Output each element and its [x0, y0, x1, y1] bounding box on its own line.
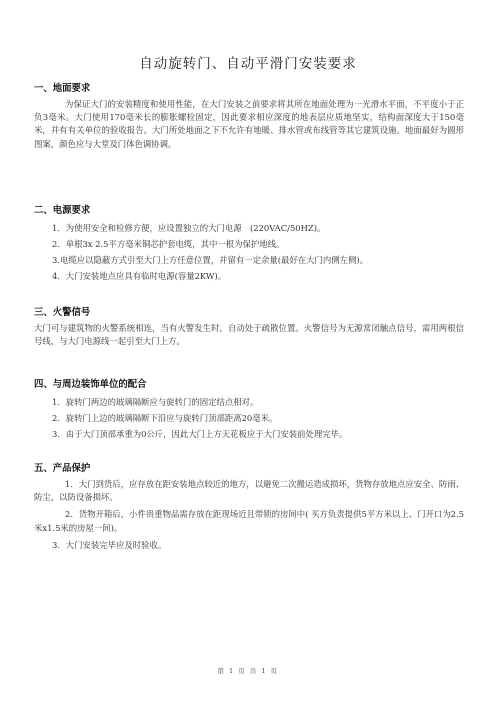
section-floor: [34, 82, 464, 151]
section-heading: 一、地面要求: [34, 83, 91, 94]
section-heading: 三、火警信号: [34, 307, 91, 318]
page-footer: 第 1 页 共 1 页: [217, 667, 279, 675]
section-paragraph: 2．货物开箱后，小件贵重物品需存放在距现场近且带锁的房间中( 买方负责提供5平方米以上、门开口为2.5米x1.5米的房屋一间)。: [34, 509, 464, 533]
list-item: 1．为使用安全和检修方便，应设置独立的大门电源 (220VAC/50HZ)。: [52, 223, 326, 233]
section-paragraph: 为保证大门的安装精度和使用性能，在大门安装之前要求将其所在地面处理为一光滑水平面，不平度小于正负3毫米。大门使用170毫米长的膨胀螺栓固定，因此要求相应深度的地表层应质地坚实，结构面深度大于150毫米，并有有关单位的验收报告。大门所处地面之下不允许有地暖、排水管或布线管等其它建筑设施。地面最好为圆形图案，颜色应与大堂及门体色调协调。: [34, 99, 464, 149]
section-fire-alarm: [34, 306, 464, 348]
section-heading: 四、与周边装饰单位的配合: [34, 379, 147, 390]
list-item: 3.电缆应以隐蔽方式引至大门上方任意位置，并留有一定余量(最好在大门内侧左侧)。: [52, 255, 369, 265]
list-item: 2．单根3x 2.5平方毫米铜芯护套电缆，其中一根为保护地线。: [52, 239, 285, 249]
section-paragraph: 1．大门到货后，应存放在距安装地点较近的地方，以避免二次搬运造成损坏，货物存放地点应安全、防雨、防尘，以防设备损坏。: [34, 479, 464, 503]
list-item: 3．大门安装完毕应及时验收。: [52, 539, 167, 550]
section-power: [34, 204, 464, 284]
section-heading: 二、电源要求: [34, 205, 91, 216]
list-item: 4．大门安装地点应具有临时电源(容量2KW)。: [52, 271, 227, 281]
section-paragraph: 大门可与建筑物的火警系统相连，当有火警发生时，自动处于疏散位置。火警信号为无源常闭触点信号，需用两根信号线，与大门电源线一起引至大门上方。: [34, 323, 464, 347]
list-item: 3．由于大门顶部承重为0公斤，因此大门上方天花板应于大门安装前处理完毕。: [52, 429, 348, 439]
section-heading: 五、产品保护: [34, 463, 91, 474]
list-item: 2．旋转门上边的玻璃隔断下沿应与旋转门顶部距离20毫米。: [52, 413, 278, 423]
document-title: 自动旋转门、自动平滑门安装要求: [139, 56, 357, 72]
section-coordination: [34, 378, 464, 442]
list-item: 1．旋转门两边的玻璃隔断应与旋转门的固定结点相对。: [52, 397, 259, 407]
section-product-protection: [34, 462, 464, 553]
